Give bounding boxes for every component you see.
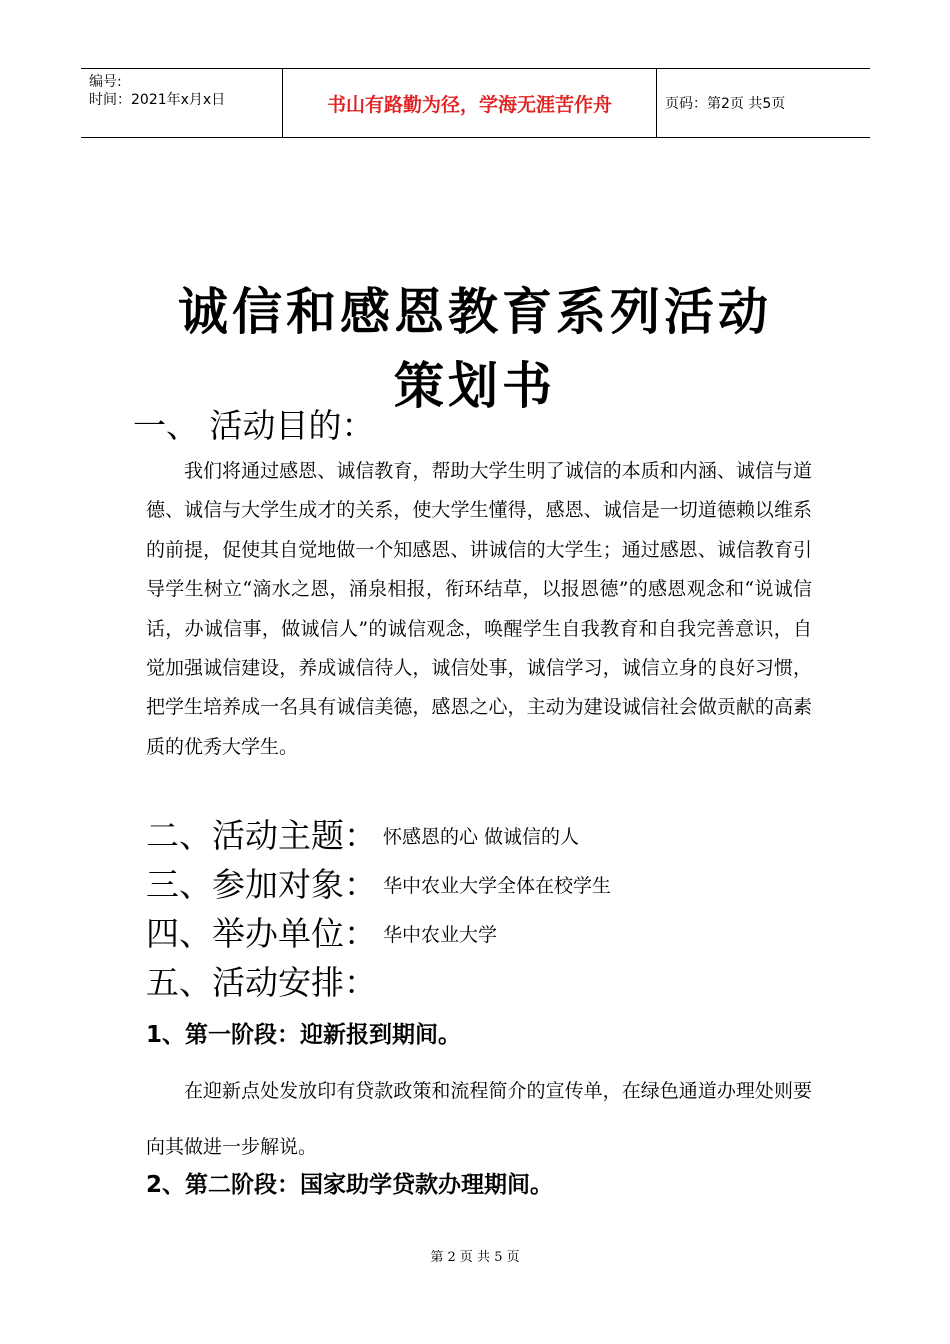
- document-title-line2: 策划书: [394, 357, 556, 415]
- footer-page-number: 第 2 页 共 5 页: [430, 1250, 520, 1265]
- header-number-label: 编号:: [89, 74, 122, 90]
- section-theme: [146, 816, 579, 857]
- section-organizer-value: 华中农业大学: [383, 924, 498, 946]
- header-table: [81, 68, 870, 138]
- section-audience-heading: 三、参加对象：: [146, 865, 377, 904]
- header-page-info: 页码：第2页 共5页: [665, 96, 786, 112]
- section-schedule-heading: 五、活动安排：: [146, 963, 377, 1002]
- section-organizer: [146, 914, 497, 955]
- section-purpose-body: 我们将通过感恩、诚信教育，帮助大学生明了诚信的本质和内涵、诚信与道德、诚信与大学生成才的关系，使大学生懂得，感恩、诚信是一切道德赖以维系的前提，促使其自觉地做一个知感恩、讲诚信的大学生；通过感恩、诚信教育引导学生树立“滴水之恩，涌泉相报，衔环结草，以报恩德”的感恩观念和“说诚信话，办诚信事，做诚信人”的诚信观念，唤醒学生自我教育和自我完善意识，自觉加强诚信建设，养成诚信待人，诚信处事，诚信学习，诚信立身的良好习惯，把学生培养成一名具有诚信美德，感恩之心，主动为建设诚信社会做贡献的高素质的优秀大学生。: [146, 460, 812, 758]
- section-audience: [146, 865, 611, 906]
- section-purpose-heading: 一、 活动目的：: [133, 406, 375, 445]
- section-audience-value: 华中农业大学全体在校学生: [383, 875, 612, 897]
- header-meta: [81, 69, 283, 137]
- phase2-title: 2、第二阶段：国家助学贷款办理期间。: [146, 1172, 554, 1198]
- section-organizer-heading: 四、举办单位：: [146, 914, 377, 953]
- phase1-body: 在迎新点处发放印有贷款政策和流程简介的宣传单，在绿色通道办理处则要向其做进一步解说。: [146, 1080, 812, 1158]
- document-title-line1: 诚信和感恩教育系列活动: [178, 283, 772, 341]
- section-theme-value: 怀感恩的心 做诚信的人: [383, 826, 580, 848]
- header-time-label: 时间：2021年x月x日: [89, 92, 226, 108]
- section-theme-heading: 二、活动主题：: [146, 816, 377, 855]
- phase1-title: 1、第一阶段：迎新报到期间。: [146, 1022, 462, 1048]
- header-motto: 书山有路勤为径，学海无涯苦作舟: [283, 69, 657, 137]
